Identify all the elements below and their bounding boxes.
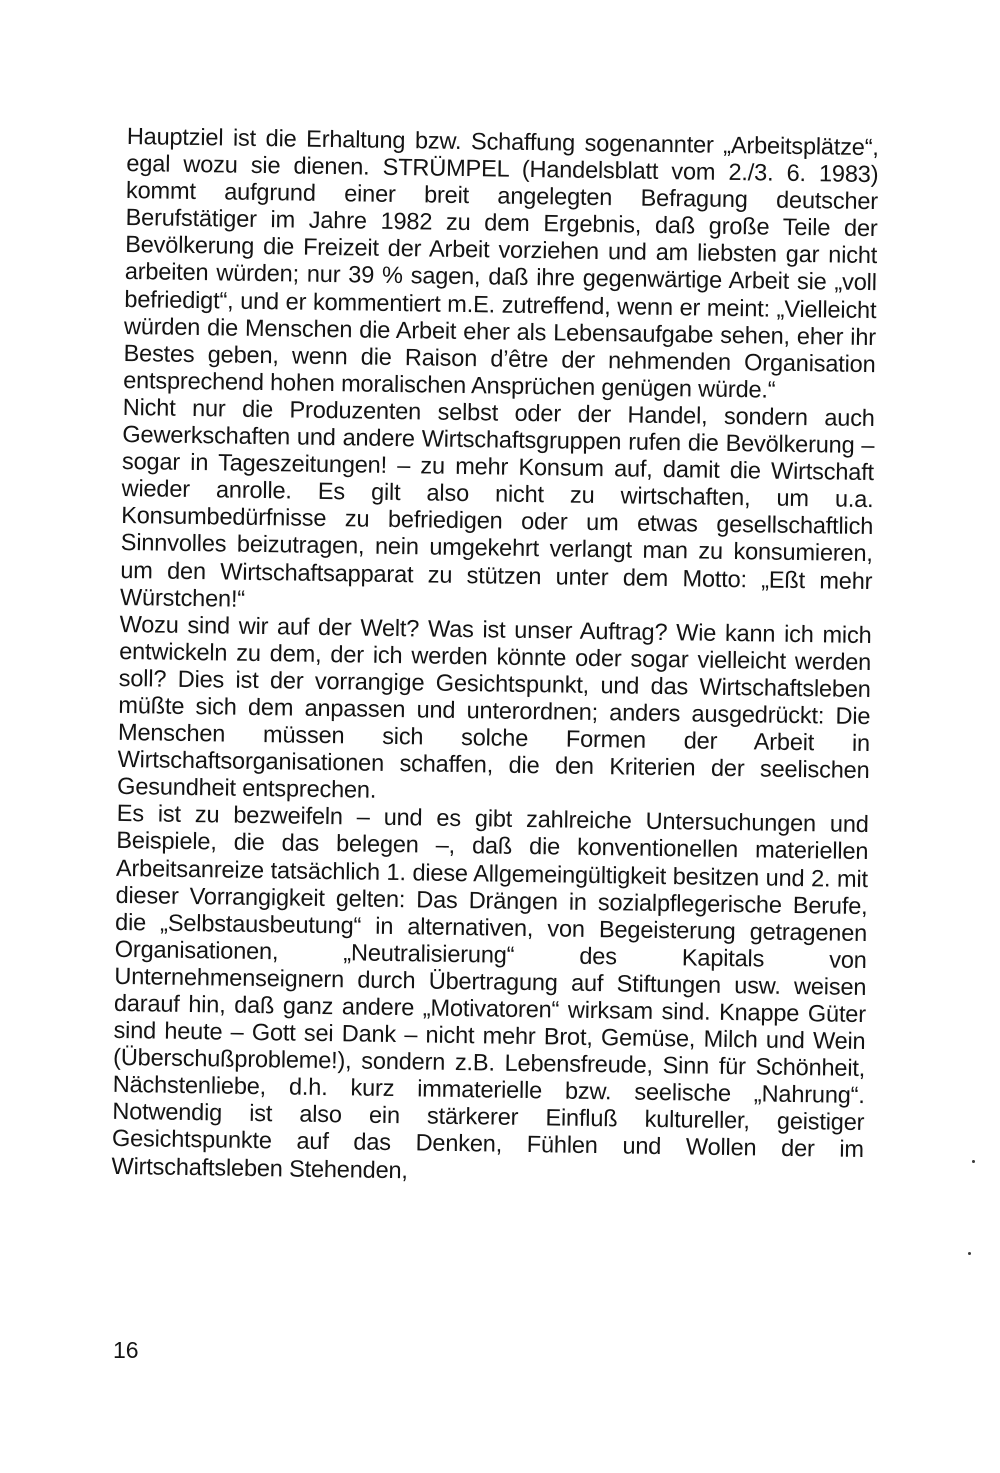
paragraph-3: Wozu sind wir auf der Welt? Was ist unser Auftrag? Wie kann ich mich entwickeln zu dem, der ich werden könnte oder sogar vielleicht werden soll? Dies ist der vorrangige Gesichtspunkt, und das Wirtschaftsleben müßte sich dem anpassen und unterordnen; anders ausgedrückt: Die Menschen müssen sich solche Formen der Arbeit in Wirtschaftsorganisationen schaffen, die den Kriterien der seelischen Gesundheit entsprechen.: [116, 611, 872, 805]
scan-speck: [968, 1252, 971, 1255]
paragraph-4: Es ist zu bezweifeln – und es gibt zahlreiche Untersuchungen und Beispiele, die das belegen –, daß die konventionellen materiellen Arbeitsanreize tatsächlich 1. diese Allgemeingültigkeit besitzen und 2. mit dieser Vorrangigkeit gelten: Das Drängen in sozialpflegerische Berufe, die „Selbstausbeutung“ in alternativen, von Begeisterung getragenen Organisationen, „Neutralisierung“ des Kapitals von Unternehmenseignern durch Übertragung auf Stiftungen usw. weisen darauf hin, daß ganz andere „Motivatoren“ wirksam sind. Knappe Güter sind heute – Gott sei Dank – nicht mehr Brot, Gemüse, Milch und Wein (Überschußprobleme!), sondern z.B. Lebensfreude, Sinn für Schönheit, Nächstenliebe, d.h. kurz immaterielle bzw. seelische „Nahrung“. Notwendig ist also ein stärkerer Einfluß kultureller, geistiger Gesichtspunkte auf das Denken, Fühlen und Wollen der im Wirtschaftsleben Stehenden,: [111, 801, 869, 1184]
body-text: [111, 124, 879, 1192]
scan-speck: [972, 1160, 975, 1163]
paragraph-1: Hauptziel ist die Erhaltung bzw. Schaffung sogenannter „Arbeitsplätze“, egal wozu sie dienen. STRÜMPEL (Handelsblatt vom 2./3. 6. 1983) kommt aufgrund einer breit angelegten Befragung deutscher Berufstätiger im Jahre 1982 zu dem Ergebnis, daß große Teile der Bevölkerung die Freizeit der Arbeit vorziehen und am liebsten gar nicht arbeiten würden; nur 39 % sagen, daß ihre gegenwärtige Arbeit sie „voll befriedigt“, und er kommentiert m.E. zutreffend, wenn er meint: „Vielleicht würden die Menschen die Arbeit eher als Lebensaufgabe sehen, eher ihr Bestes geben, wenn die Raison d’être der nehmenden Organisation entsprechend hohen moralischen Ansprüchen genügen würde.“: [122, 124, 879, 404]
page-number: 16: [113, 1337, 139, 1363]
paragraph-2: Nicht nur die Produzenten selbst oder der Handel, sondern auch Gewerkschaften und andere Wirtschaftsgruppen rufen die Bevölkerung – sogar in Tageszeitungen! – zu mehr Konsum auf, damit die Wirtschaft wieder anrolle. Es gilt also nicht zu wirtschaften, um u.a. Konsumbedürfnisse zu befriedigen oder um etwas gesellschaftlich Sinnvolles beizutragen, nein umgekehrt verlangt man zu konsumieren, um den Wirtschaftsapparat zu stützen unter dem Motto: „Eßt mehr Würstchen!“: [119, 394, 875, 613]
